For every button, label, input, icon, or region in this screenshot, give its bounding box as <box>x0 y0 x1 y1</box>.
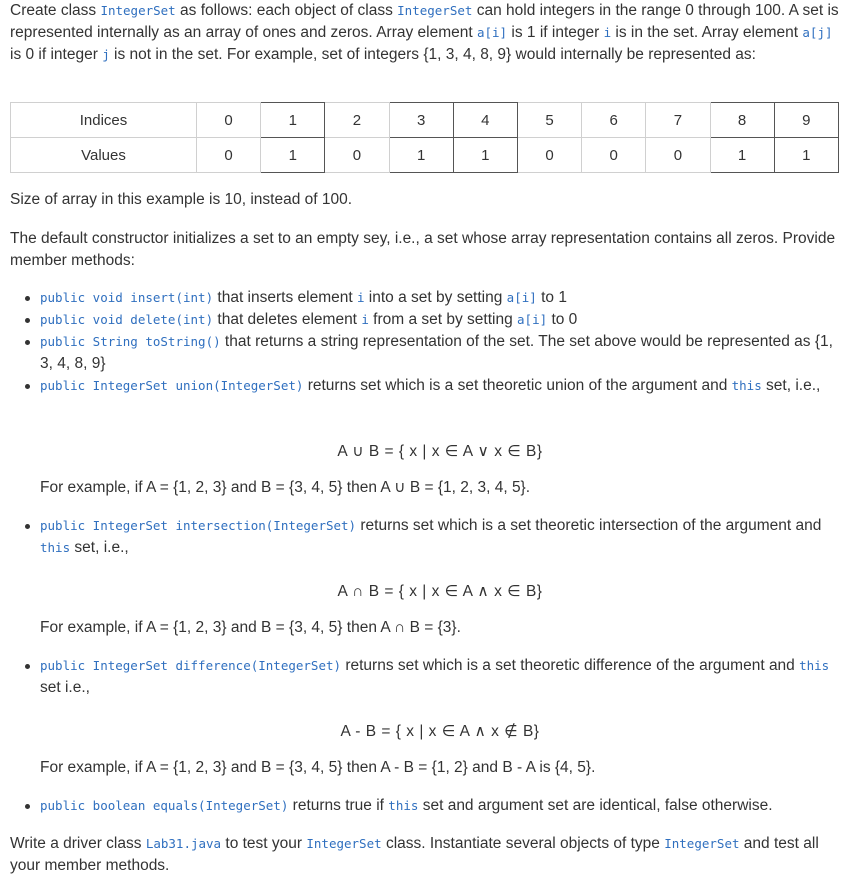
values-row <box>11 138 839 173</box>
variable-code: i <box>356 290 365 305</box>
method-signature-code: public IntegerSet intersection(IntegerSet) <box>40 518 357 533</box>
method-union: public IntegerSet union(IntegerSet) returns set which is a set theoretic union of the argument and this set, i.e., <box>40 375 840 397</box>
value-cell: 1 <box>710 138 774 173</box>
index-cell: 0 <box>197 103 261 138</box>
class-name-code: IntegerSet <box>100 3 176 18</box>
value-cell: 0 <box>197 138 261 173</box>
this-keyword-code: this <box>40 540 71 555</box>
difference-formula: A - B = { x | x ∈ A ∧ x ∉ B} <box>340 723 540 740</box>
difference-example: For example, if A = {1, 2, 3} and B = {3, 4, 5} then A - B = {1, 2} and B - A is {4, 5}. <box>40 759 596 776</box>
union-formula: A ∪ B = { x | x ∈ A ∨ x ∈ B} <box>337 443 543 460</box>
index-cell: 4 <box>453 103 517 138</box>
array-element-code: a[j] <box>802 25 833 40</box>
indices-row <box>11 103 839 138</box>
method-signature-code: public void insert(int) <box>40 290 214 305</box>
method-difference: public IntegerSet difference(IntegerSet) returns set which is a set theoretic difference of the argument and this set i.e., <box>40 655 840 699</box>
index-cell: 2 <box>325 103 389 138</box>
value-cell: 0 <box>582 138 646 173</box>
array-element-code: a[i] <box>517 312 548 327</box>
value-cell: 1 <box>389 138 453 173</box>
array-element-code: a[i] <box>506 290 537 305</box>
method-equals: public boolean equals(IntegerSet) returns true if this set and argument set are identical, false otherwise. <box>40 795 840 817</box>
value-cell: 1 <box>453 138 517 173</box>
class-name-code: IntegerSet <box>397 3 473 18</box>
index-cell: 5 <box>517 103 581 138</box>
class-name-code: IntegerSet <box>664 836 740 851</box>
array-element-code: a[i] <box>476 25 508 40</box>
method-intersection: public IntegerSet intersection(IntegerSet) returns set which is a set theoretic intersection of the argument and this set, i.e., <box>40 515 840 559</box>
this-keyword-code: this <box>731 378 762 393</box>
method-signature-code: public IntegerSet difference(IntegerSet) <box>40 658 342 673</box>
index-cell: 7 <box>646 103 710 138</box>
values-label: Values <box>11 138 197 173</box>
indices-label: Indices <box>11 103 197 138</box>
set-representation-table <box>10 102 839 173</box>
intersection-example: For example, if A = {1, 2, 3} and B = {3, 4, 5} then A ∩ B = {3}. <box>40 619 461 636</box>
driver-filename-code: Lab31.java <box>145 836 222 851</box>
index-cell: 8 <box>710 103 774 138</box>
driver-paragraph: Write a driver class Lab31.java to test your IntegerSet class. Instantiate several objects of type IntegerSet and test all your member methods. <box>10 835 819 874</box>
class-name-code: IntegerSet <box>306 836 382 851</box>
method-signature-code: public IntegerSet union(IntegerSet) <box>40 378 304 393</box>
constructor-note: The default constructor initializes a set to an empty sey, i.e., a set whose array representation contains all zeros. Provide member methods: <box>10 230 836 269</box>
value-cell: 0 <box>517 138 581 173</box>
method-insert: public void insert(int) that inserts element i into a set by setting a[i] to 1 <box>40 287 840 309</box>
intersection-formula: A ∩ B = { x | x ∈ A ∧ x ∈ B} <box>337 583 543 600</box>
method-tostring: public String toString() that returns a string representation of the set. The set above would be represented as {1, 3, 4, 8, 9} <box>40 331 840 375</box>
index-cell: 6 <box>582 103 646 138</box>
variable-code: i <box>361 312 369 327</box>
method-signature-code: public boolean equals(IntegerSet) <box>40 798 289 813</box>
method-signature-code: public void delete(int) <box>40 312 214 327</box>
this-keyword-code: this <box>799 658 830 673</box>
method-delete: public void delete(int) that deletes element i from a set by setting a[i] to 0 <box>40 309 840 331</box>
this-keyword-code: this <box>388 798 419 813</box>
size-note: Size of array in this example is 10, instead of 100. <box>10 191 353 208</box>
value-cell: 0 <box>325 138 389 173</box>
index-cell: 9 <box>774 103 838 138</box>
variable-code: i <box>603 25 612 40</box>
union-example: For example, if A = {1, 2, 3} and B = {3, 4, 5} then A ∪ B = {1, 2, 3, 4, 5}. <box>40 479 531 496</box>
value-cell: 0 <box>646 138 710 173</box>
index-cell: 1 <box>261 103 325 138</box>
value-cell: 1 <box>261 138 325 173</box>
index-cell: 3 <box>389 103 453 138</box>
value-cell: 1 <box>774 138 838 173</box>
variable-code: j <box>102 47 110 62</box>
method-signature-code: public String toString() <box>40 334 221 349</box>
intro-paragraph: Create class IntegerSet as follows: each object of class IntegerSet can hold integers in the range 0 through 100. A set is represented internally as an array of ones and zeros. Array element a[i] is 1 if integer i is in the set. Array element a[j] is 0 if integer j is not in the set. For example, set of integers {1, 3, 4, 8, 9} would internally be represented as: <box>10 2 839 63</box>
